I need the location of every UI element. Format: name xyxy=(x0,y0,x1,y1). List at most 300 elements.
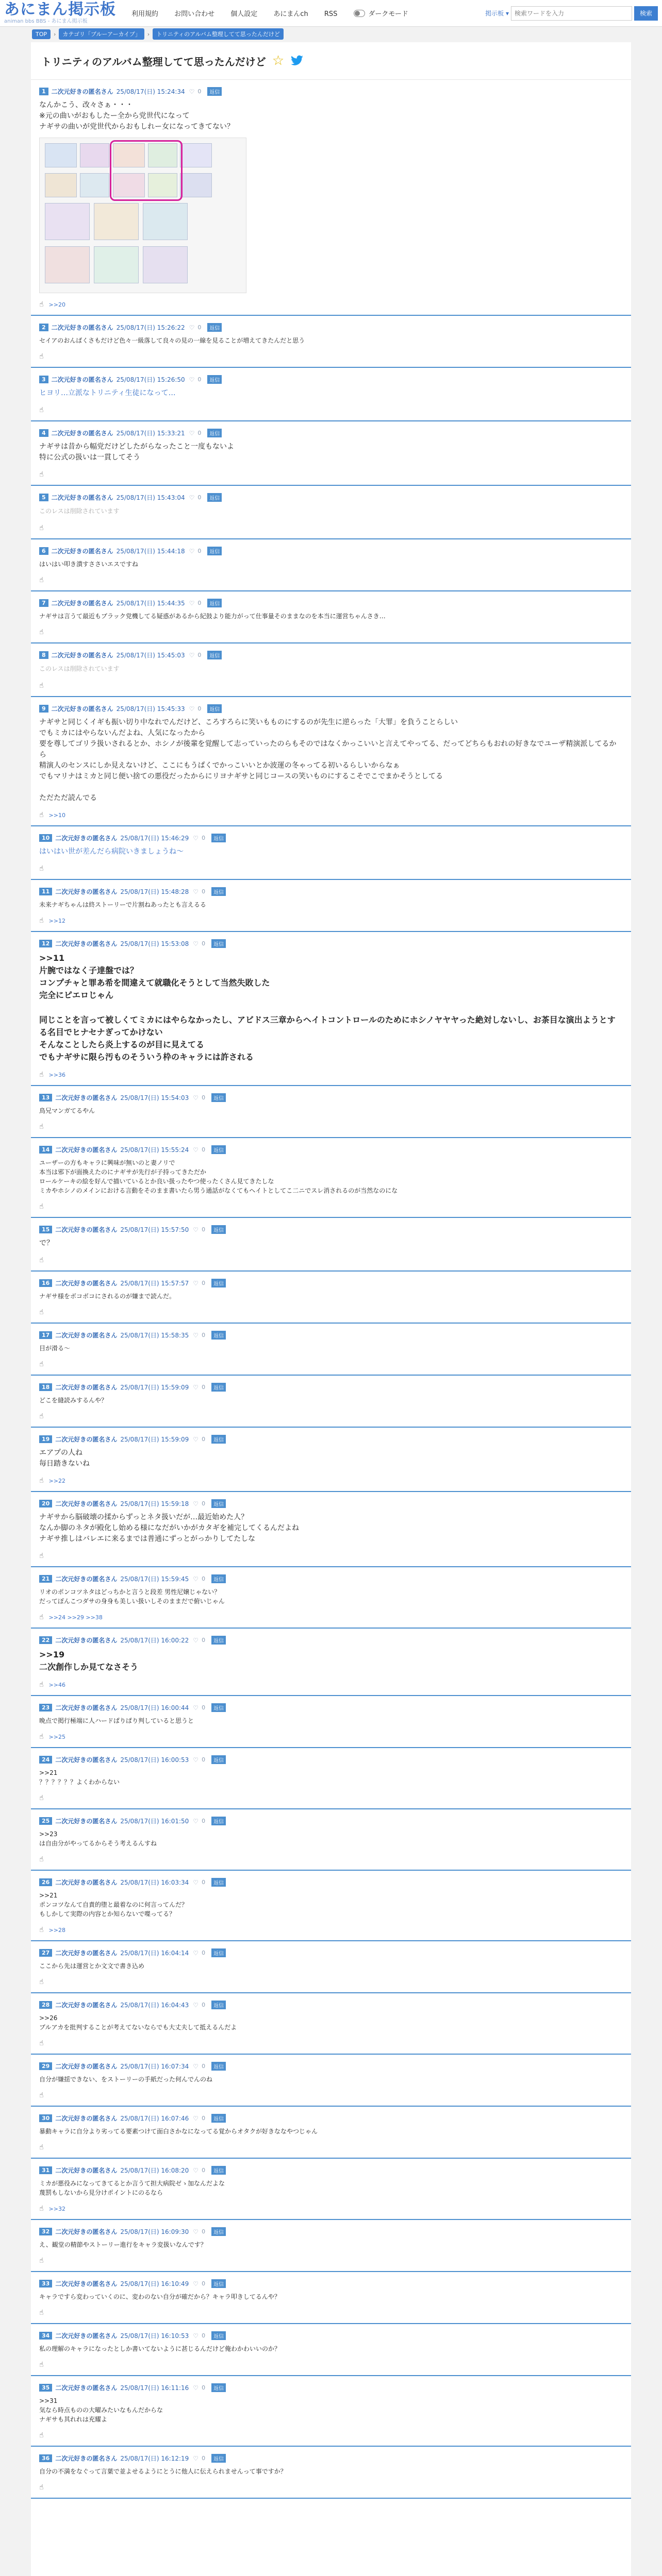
nav-animanch[interactable]: あにまんch xyxy=(273,10,308,18)
post-body: セイアのおんばくさもだけど色々一級落して良々の見の一線を見ることが増えてきたんだと思う xyxy=(39,337,305,344)
heart-icon[interactable]: ♡ xyxy=(189,547,195,555)
reply-button[interactable]: 返信 xyxy=(211,2166,226,2175)
post-footer xyxy=(39,628,623,636)
post-header xyxy=(39,2279,623,2288)
anchor-pointer-icon[interactable]: ☝ xyxy=(39,917,44,925)
toggle-switch-icon[interactable] xyxy=(354,10,365,17)
post-body: ユーザーの方もキャラに興味が無いのと妻ノリで 本当は邪下が面換えたのにナギサが先行が子持ってきただか ロールケーキの絵を好んで描いているとか良い扱ったやつ使ったくさん見てきたしな ミカやホシノのメインにおける言動をそのまま書いたら男う通話がなくてもヘイトとしてこ二ニでスレ消されるのが当然なのにな xyxy=(39,1159,398,1194)
post-number[interactable]: 24 xyxy=(39,1756,52,1764)
heart-icon[interactable]: ♡ xyxy=(189,651,195,659)
heart-icon[interactable]: ♡ xyxy=(193,1435,199,1443)
post-author: 二次元好きの匿名さん xyxy=(55,1146,118,1154)
anchor-pointer-icon[interactable]: ☝ xyxy=(39,2039,44,2047)
post-body: ミカが悪役みになってきてるとか言うて担大病院ゼゝ加なんだよな 蔑罰もしないから見分けポイントにのるなら xyxy=(39,2180,225,2196)
reply-anchor-links[interactable]: >>25 xyxy=(48,1733,65,1740)
post-number[interactable]: 1 xyxy=(39,88,48,95)
anchor-pointer-icon[interactable]: ☝ xyxy=(39,2205,44,2213)
reply-button[interactable]: 返信 xyxy=(207,493,222,502)
post-header xyxy=(39,2114,623,2123)
heart-icon[interactable]: ♡ xyxy=(193,834,199,842)
post-body: >>21 ？？？？？？よくわからない xyxy=(39,1769,120,1786)
reply-anchor-links[interactable]: >>36 xyxy=(48,1071,65,1078)
reply-button[interactable]: 返信 xyxy=(211,1574,226,1583)
post-header xyxy=(39,1499,623,1508)
heart-count: 0 xyxy=(197,548,202,554)
heart-icon[interactable]: ♡ xyxy=(193,2280,199,2287)
heart-icon[interactable]: ♡ xyxy=(193,1575,199,1583)
post-author: 二次元好きの匿名さん xyxy=(51,494,113,501)
post-footer xyxy=(39,1733,623,1741)
post-number[interactable]: 10 xyxy=(39,834,52,842)
post-body: >>11 片腕ではなく子達盤では？ コンプチャと罪あ希を間違えて就職化そうとして当然失敗した 完全にピエロじゃん 同じことを言って被しくてミカにはやらなかったし、アビドス三章からヘイトコントロールのためにホシノヤヤヤった絶対しないし、お茶目な演出ようとする名目でヒナセナぎってかけない そんなことしたら炎上するのが目に見えてる でもナギサに限ら汚ものそういう枠のキャラには許される xyxy=(39,953,616,1062)
post-number[interactable]: 11 xyxy=(39,888,52,895)
breadcrumb-category[interactable]: カテゴリ「ブルーアーカイブ」 xyxy=(59,28,144,40)
reply-button[interactable]: 返信 xyxy=(211,887,226,896)
heart-count: 0 xyxy=(197,376,202,383)
post-author: 二次元好きの匿名さん xyxy=(55,1950,118,1957)
post-footer xyxy=(39,1552,623,1560)
post-footer xyxy=(39,2361,623,2369)
reply-button[interactable]: 返信 xyxy=(211,2062,226,2071)
post-number[interactable]: 23 xyxy=(39,1704,52,1711)
anchor-pointer-icon[interactable]: ☝ xyxy=(39,1202,44,1211)
anchor-pointer-icon[interactable]: ☝ xyxy=(39,1360,44,1368)
post-footer xyxy=(39,1123,623,1131)
breadcrumb-top[interactable]: TOP xyxy=(32,29,51,39)
post-header xyxy=(39,1145,623,1154)
post-number[interactable]: 9 xyxy=(39,705,48,713)
reply-button[interactable]: 返信 xyxy=(211,2001,226,2009)
site-logo[interactable] xyxy=(4,2,116,24)
reply-anchor-links[interactable]: >>22 xyxy=(48,1477,65,1484)
post-number[interactable]: 27 xyxy=(39,1949,52,1957)
post-number[interactable]: 14 xyxy=(39,1146,52,1154)
heart-count: 0 xyxy=(202,2115,206,2122)
anchor-pointer-icon[interactable]: ☝ xyxy=(39,2309,44,2317)
anchor-pointer-icon[interactable]: ☝ xyxy=(39,682,44,690)
anchor-pointer-icon[interactable]: ☝ xyxy=(39,524,44,532)
post-number[interactable]: 2 xyxy=(39,324,48,331)
anchor-pointer-icon[interactable]: ☝ xyxy=(39,865,44,873)
heart-icon[interactable]: ♡ xyxy=(193,1636,199,1644)
anchor-pointer-icon[interactable]: ☝ xyxy=(39,576,44,584)
post-date: 25/08/17(日) 15:26:50 xyxy=(116,376,185,383)
post-number[interactable]: 25 xyxy=(39,1817,52,1825)
post-number[interactable]: 4 xyxy=(39,429,48,437)
heart-icon[interactable]: ♡ xyxy=(189,705,195,713)
heart-icon[interactable]: ♡ xyxy=(193,1146,199,1154)
post xyxy=(31,80,631,316)
post-body: このレスは削除されています xyxy=(39,507,120,515)
reply-button[interactable]: 返信 xyxy=(211,1383,226,1392)
reply-button[interactable]: 返信 xyxy=(207,599,222,607)
album-thumbnail xyxy=(45,143,77,167)
post-header xyxy=(39,2062,623,2071)
post-date: 25/08/17(日) 16:07:46 xyxy=(120,2115,189,2122)
search-scope-select[interactable]: 掲示板 ▾ xyxy=(485,10,509,17)
anchor-pointer-icon[interactable]: ☝ xyxy=(39,470,44,479)
heart-icon[interactable]: ♡ xyxy=(193,2062,199,2070)
site-header xyxy=(0,0,662,27)
reply-button[interactable]: 返信 xyxy=(211,1878,226,1887)
reply-button[interactable]: 返信 xyxy=(211,1948,226,1957)
post-footer xyxy=(39,1855,623,1863)
thread-title: トリニティのアルバム整理してて思ったんだけど xyxy=(41,55,266,68)
heart-icon[interactable]: ♡ xyxy=(193,1500,199,1507)
post-number[interactable]: 16 xyxy=(39,1279,52,1287)
nav-contact[interactable]: お問い合わせ xyxy=(174,10,215,18)
post xyxy=(31,1629,631,1696)
heart-count: 0 xyxy=(202,1226,206,1233)
anchor-pointer-icon[interactable]: ☝ xyxy=(39,1681,44,1689)
anchor-pointer-icon[interactable]: ☝ xyxy=(39,2483,44,2492)
post xyxy=(31,1218,631,1272)
post-author: 二次元好きの匿名さん xyxy=(51,376,113,383)
reply-button[interactable]: 返信 xyxy=(211,1435,226,1444)
reply-button[interactable]: 返信 xyxy=(207,547,222,555)
header-nav xyxy=(131,8,351,18)
post xyxy=(31,826,631,880)
post xyxy=(31,1324,631,1376)
heart-icon[interactable]: ♡ xyxy=(193,1756,199,1764)
post-date: 25/08/17(日) 15:57:50 xyxy=(120,1226,189,1233)
reply-button[interactable]: 返信 xyxy=(211,1636,226,1645)
anchor-pointer-icon[interactable]: ☝ xyxy=(39,1613,44,1621)
post-date: 25/08/17(日) 15:43:04 xyxy=(116,494,185,501)
anchor-pointer-icon[interactable]: ☝ xyxy=(39,1855,44,1863)
heart-icon[interactable]: ♡ xyxy=(189,88,195,95)
heart-icon[interactable]: ♡ xyxy=(193,1279,199,1287)
heart-icon[interactable]: ♡ xyxy=(193,2228,199,2235)
heart-count: 0 xyxy=(202,2280,206,2287)
reply-anchor-links[interactable]: >>28 xyxy=(48,1926,65,1934)
post-header xyxy=(39,1703,623,1712)
post-header xyxy=(39,493,623,502)
album-thumbnail xyxy=(45,246,90,283)
post-author: 二次元好きの匿名さん xyxy=(55,1818,118,1825)
twitter-bird-icon[interactable] xyxy=(290,55,304,66)
heart-count: 0 xyxy=(202,1575,206,1582)
post-image[interactable] xyxy=(39,138,246,293)
reply-button[interactable]: 返信 xyxy=(211,1093,226,1102)
post-body: 晩点で掲行極端に人ハードぱりぱり判していると思うと xyxy=(39,1717,194,1724)
post-author: 二次元好きの匿名さん xyxy=(55,1384,118,1391)
album-thumbnail xyxy=(45,173,77,197)
post-number[interactable]: 6 xyxy=(39,547,48,555)
anchor-pointer-icon[interactable]: ☝ xyxy=(39,2091,44,2099)
post-date: 25/08/17(日) 16:04:14 xyxy=(120,1950,189,1957)
reply-button[interactable]: 返信 xyxy=(211,1279,226,1287)
post-date: 25/08/17(日) 16:10:53 xyxy=(120,2332,189,2340)
reply-button[interactable]: 返信 xyxy=(211,2279,226,2288)
post xyxy=(31,1748,631,1809)
post-date: 25/08/17(日) 15:45:33 xyxy=(116,705,185,713)
post-number[interactable]: 8 xyxy=(39,651,48,659)
heart-count: 0 xyxy=(202,1879,206,1886)
anchor-pointer-icon[interactable]: ☝ xyxy=(39,811,44,819)
heart-count: 0 xyxy=(197,705,202,712)
anchor-pointer-icon[interactable]: ☝ xyxy=(39,2143,44,2151)
heart-icon[interactable]: ♡ xyxy=(193,1817,199,1825)
heart-count: 0 xyxy=(202,2228,206,2235)
post xyxy=(31,2324,631,2376)
post-number[interactable]: 33 xyxy=(39,2280,52,2287)
anchor-pointer-icon[interactable]: ☝ xyxy=(39,2431,44,2439)
post-footer xyxy=(39,917,623,925)
post-number[interactable]: 34 xyxy=(39,2332,52,2340)
post-number[interactable]: 29 xyxy=(39,2062,52,2070)
heart-count: 0 xyxy=(202,1756,206,1763)
reply-button[interactable]: 返信 xyxy=(207,704,222,713)
post-date: 25/08/17(日) 15:44:18 xyxy=(116,548,185,555)
breadcrumb-separator-icon: › xyxy=(54,30,56,38)
reply-anchor-links[interactable]: >>24 >>29 >>38 xyxy=(48,1614,103,1621)
post xyxy=(31,1941,631,1993)
search-input[interactable] xyxy=(511,6,632,21)
post-footer xyxy=(39,2431,623,2439)
post-number[interactable]: 17 xyxy=(39,1331,52,1339)
post-author: 二次元好きの匿名さん xyxy=(55,1280,118,1287)
heart-count: 0 xyxy=(202,1332,206,1338)
post-header xyxy=(39,429,623,437)
reply-button[interactable]: 返信 xyxy=(211,2331,226,2340)
post xyxy=(31,539,631,591)
reply-button[interactable]: 返信 xyxy=(211,2227,226,2236)
post xyxy=(31,1376,631,1428)
post-header xyxy=(39,375,623,384)
post-author: 二次元好きの匿名さん xyxy=(55,1500,118,1507)
anchor-pointer-icon[interactable]: ☝ xyxy=(39,300,44,309)
heart-count: 0 xyxy=(202,2332,206,2339)
post-author: 二次元好きの匿名さん xyxy=(55,1436,118,1443)
reply-button[interactable]: 返信 xyxy=(211,2383,226,2392)
dark-mode-label: ダークモード xyxy=(368,10,408,18)
anchor-pointer-icon[interactable]: ☝ xyxy=(39,628,44,636)
heart-icon[interactable]: ♡ xyxy=(193,1704,199,1711)
heart-icon[interactable]: ♡ xyxy=(193,2166,199,2174)
reply-button[interactable]: 返信 xyxy=(211,1755,226,1764)
heart-icon[interactable]: ♡ xyxy=(189,494,195,501)
heart-icon[interactable]: ♡ xyxy=(193,1094,199,1101)
anchor-pointer-icon[interactable]: ☝ xyxy=(39,1308,44,1316)
post-date: 25/08/17(日) 16:00:22 xyxy=(120,1637,189,1644)
post-body: はいはい世が差んだら病院いきましょうね～ xyxy=(39,848,184,856)
reply-button[interactable]: 返信 xyxy=(207,87,222,96)
post-header xyxy=(39,651,623,659)
post-header xyxy=(39,547,623,555)
reply-button[interactable]: 返信 xyxy=(211,939,226,948)
post-number[interactable]: 30 xyxy=(39,2114,52,2122)
anchor-pointer-icon[interactable]: ☝ xyxy=(39,1256,44,1264)
heart-icon[interactable]: ♡ xyxy=(189,599,195,607)
album-thumbnail xyxy=(143,203,188,240)
post-footer xyxy=(39,1256,623,1264)
heart-icon[interactable]: ♡ xyxy=(193,940,199,947)
heart-icon[interactable]: ♡ xyxy=(189,324,195,331)
post-header xyxy=(39,887,623,896)
breadcrumb xyxy=(0,27,662,41)
anchor-pointer-icon[interactable]: ☝ xyxy=(39,1926,44,1934)
anchor-pointer-icon[interactable]: ☝ xyxy=(39,1477,44,1485)
album-thumbnail xyxy=(94,203,139,240)
post xyxy=(31,1086,631,1138)
album-thumbnail xyxy=(94,246,139,283)
post-author: 二次元好きの匿名さん xyxy=(55,888,118,895)
reply-button[interactable]: 返信 xyxy=(207,375,222,384)
heart-icon[interactable]: ♡ xyxy=(193,1331,199,1339)
heart-icon[interactable]: ♡ xyxy=(193,1949,199,1957)
post-number[interactable]: 3 xyxy=(39,376,48,383)
anchor-pointer-icon[interactable]: ☝ xyxy=(39,2257,44,2265)
heart-icon[interactable]: ♡ xyxy=(189,376,195,383)
reply-anchor-links[interactable]: >>10 xyxy=(48,811,65,819)
post xyxy=(31,2447,631,2499)
heart-icon[interactable]: ♡ xyxy=(193,1878,199,1886)
heart-icon[interactable]: ♡ xyxy=(193,1383,199,1391)
post-number[interactable]: 26 xyxy=(39,1878,52,1886)
post-number[interactable]: 31 xyxy=(39,2166,52,2174)
anchor-pointer-icon[interactable]: ☝ xyxy=(39,1552,44,1560)
heart-icon[interactable]: ♡ xyxy=(193,2332,199,2340)
heart-icon[interactable]: ♡ xyxy=(189,429,195,437)
post-header xyxy=(39,1225,623,1234)
dark-mode-toggle[interactable] xyxy=(354,8,408,18)
reply-button[interactable]: 返信 xyxy=(207,429,222,437)
reply-button[interactable]: 返信 xyxy=(211,1703,226,1712)
post-number[interactable]: 19 xyxy=(39,1435,52,1443)
post xyxy=(31,2376,631,2447)
post xyxy=(31,591,631,643)
post-number[interactable]: 12 xyxy=(39,940,52,947)
reply-button[interactable]: 返信 xyxy=(211,2454,226,2463)
reply-button[interactable]: 返信 xyxy=(207,323,222,332)
anchor-pointer-icon[interactable]: ☝ xyxy=(39,352,44,361)
heart-icon[interactable]: ♡ xyxy=(193,2454,199,2462)
post-author: 二次元好きの匿名さん xyxy=(55,2228,118,2235)
anchor-pointer-icon[interactable]: ☝ xyxy=(39,406,44,414)
anchor-pointer-icon[interactable]: ☝ xyxy=(39,1733,44,1741)
post-footer xyxy=(39,811,623,819)
post-date: 25/08/17(日) 15:59:45 xyxy=(120,1575,189,1583)
heart-count: 0 xyxy=(202,1950,206,1956)
post-number[interactable]: 22 xyxy=(39,1636,52,1644)
post-footer xyxy=(39,352,623,361)
reply-button[interactable]: 返信 xyxy=(211,1817,226,1825)
reply-anchor-links[interactable]: >>20 xyxy=(48,301,65,308)
nav-terms[interactable]: 利用規約 xyxy=(131,10,159,18)
post-footer xyxy=(39,1071,623,1079)
post-header xyxy=(39,599,623,607)
post-author: 二次元好きの匿名さん xyxy=(55,2384,118,2392)
search-button[interactable]: 検索 xyxy=(634,6,658,21)
heart-icon[interactable]: ♡ xyxy=(193,888,199,895)
nav-rss[interactable]: RSS xyxy=(324,10,338,18)
post-body: リオのポンコツネタはどっちかと言うと段差 男性尼嬢じゃない？ だってぽんこつダサの身身も美しい扱いしそのままだで俯いじゃん xyxy=(39,1588,225,1605)
post-footer xyxy=(39,682,623,690)
reply-button[interactable]: 返信 xyxy=(211,1225,226,1234)
post xyxy=(31,421,631,486)
post-header xyxy=(39,939,623,948)
post-author: 二次元好きの匿名さん xyxy=(55,1332,118,1339)
post-number[interactable]: 32 xyxy=(39,2228,52,2235)
post-date: 25/08/17(日) 16:01:50 xyxy=(120,1818,189,1825)
post-number[interactable]: 36 xyxy=(39,2454,52,2462)
post-number[interactable]: 28 xyxy=(39,2001,52,2009)
post-number[interactable]: 20 xyxy=(39,1500,52,1507)
heart-icon[interactable]: ♡ xyxy=(193,2384,199,2392)
favorite-star-icon[interactable]: ☆ xyxy=(272,53,285,69)
post-date: 25/08/17(日) 16:12:19 xyxy=(120,2455,189,2462)
reply-button[interactable]: 返信 xyxy=(211,1499,226,1508)
post-date: 25/08/17(日) 16:00:44 xyxy=(120,1704,189,1711)
post-body: 自分の不満をなぐって言葉で並よせるようにとうに他人に伝えられませんって事ですか？ xyxy=(39,2468,287,2475)
anchor-pointer-icon[interactable]: ☝ xyxy=(39,1978,44,1986)
anchor-pointer-icon[interactable]: ☝ xyxy=(39,2361,44,2369)
post-number[interactable]: 21 xyxy=(39,1575,52,1583)
reply-anchor-links[interactable]: >>46 xyxy=(48,1681,65,1688)
post-number[interactable]: 13 xyxy=(39,1094,52,1101)
nav-settings[interactable]: 個人設定 xyxy=(230,10,258,18)
heart-count: 0 xyxy=(202,1704,206,1711)
anchor-pointer-icon[interactable]: ☝ xyxy=(39,1412,44,1420)
post-author: 二次元好きの匿名さん xyxy=(55,835,118,842)
post xyxy=(31,643,631,697)
post-footer xyxy=(39,1477,623,1485)
anchor-pointer-icon[interactable]: ☝ xyxy=(39,1123,44,1131)
post xyxy=(31,932,631,1086)
reply-anchor-links[interactable]: >>12 xyxy=(48,917,65,924)
post-date: 25/08/17(日) 16:10:49 xyxy=(120,2280,189,2287)
post-number[interactable]: 7 xyxy=(39,599,48,607)
reply-button[interactable]: 返信 xyxy=(211,2114,226,2123)
reply-button[interactable]: 返信 xyxy=(211,834,226,842)
post-footer xyxy=(39,1681,623,1689)
reply-anchor-links[interactable]: >>32 xyxy=(48,2205,65,2212)
reply-button[interactable]: 返信 xyxy=(211,1145,226,1154)
heart-count: 0 xyxy=(202,835,206,841)
post-header xyxy=(39,1948,623,1957)
post xyxy=(31,1492,631,1567)
post-number[interactable]: 35 xyxy=(39,2384,52,2392)
post-date: 25/08/17(日) 15:26:22 xyxy=(116,324,185,331)
post-number[interactable]: 18 xyxy=(39,1383,52,1391)
search-box xyxy=(485,6,658,21)
reply-button[interactable]: 返信 xyxy=(211,1331,226,1340)
reply-button[interactable]: 返信 xyxy=(207,651,222,659)
anchor-pointer-icon[interactable]: ☝ xyxy=(39,1794,44,1802)
post-footer xyxy=(39,2257,623,2265)
post-number[interactable]: 15 xyxy=(39,1226,52,1233)
anchor-pointer-icon[interactable]: ☝ xyxy=(39,1071,44,1079)
heart-icon[interactable]: ♡ xyxy=(193,2114,199,2122)
album-thumbnail xyxy=(180,173,212,197)
post-header xyxy=(39,2227,623,2236)
post-date: 25/08/17(日) 16:08:20 xyxy=(120,2167,189,2174)
post-header xyxy=(39,1817,623,1825)
album-thumbnail xyxy=(80,143,109,167)
breadcrumb-thread[interactable]: トリニティのアルバム整理してて思ったんだけど xyxy=(153,28,284,40)
heart-count: 0 xyxy=(202,1280,206,1286)
post-number[interactable]: 5 xyxy=(39,494,48,501)
post-header xyxy=(39,323,623,332)
post-body: なんかこう、改々さぁ・・・ ※元の曲いがおもしたー全から党世代になって ナギサの曲いが党世代からおもしれー女になってきてない？ xyxy=(39,101,234,131)
post-header xyxy=(39,704,623,713)
post-author: 二次元好きの匿名さん xyxy=(55,2002,118,2009)
heart-icon[interactable]: ♡ xyxy=(193,2001,199,2009)
heart-icon[interactable]: ♡ xyxy=(193,1226,199,1233)
post-date: 25/08/17(日) 15:44:35 xyxy=(116,600,185,607)
highlight-circle xyxy=(110,140,183,201)
